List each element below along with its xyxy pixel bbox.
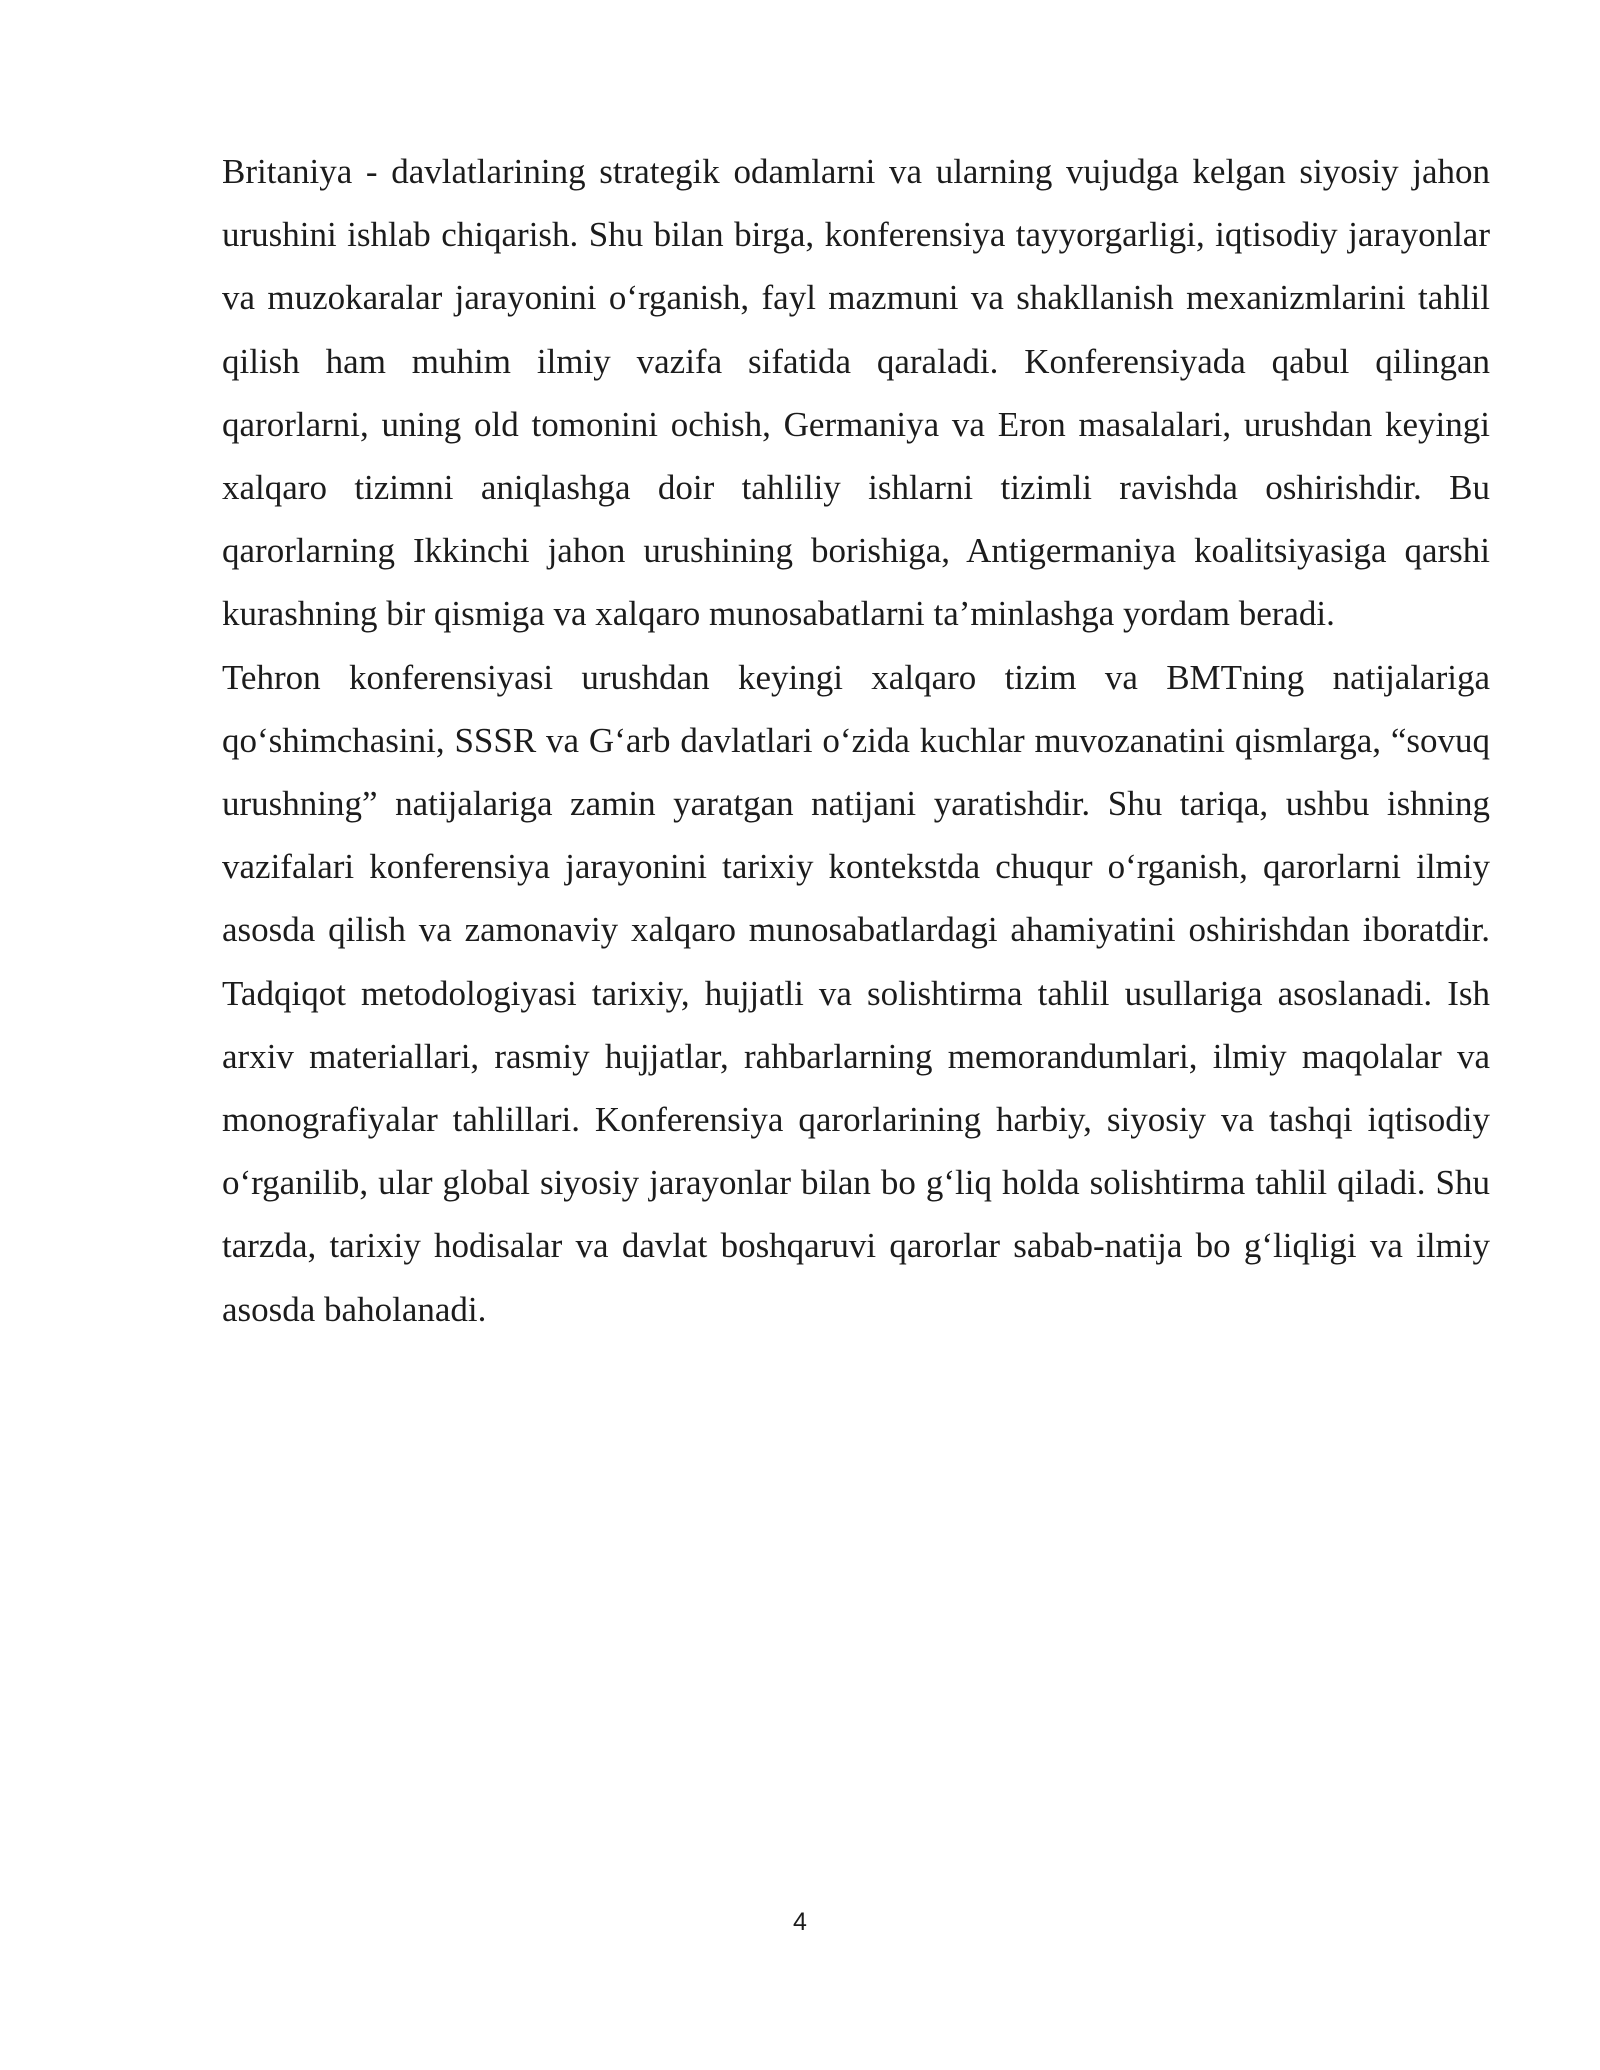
paragraph-2: Tehron konferensiyasi urushdan keyingi xalqaro tizim va BMTning natijalariga qo‘shimchasini, SSSR va G‘arb davlatlari o‘zida kuchlar muvozanatini qismlarga, “sovuq urushning” natijalariga zamin yaratgan natijani yaratishdir. Shu tariqa, ushbu ishning vazifalari konferensiya jarayonini tarixiy kontekstda chuqur o‘rganish, qarorlarni ilmiy asosda qilish va zamonaviy xalqaro munosabatlardagi ahamiyatini oshirishdan iboratdir. Tadqiqot metodologiyasi tarixiy, hujjatli va solishtirma tahlil usullariga asoslanadi. Ish arxiv materiallari, rasmiy hujjatlar, rahbarlarning memorandumlari, ilmiy maqolalar va monografiyalar tahlillari. Konferensiya qarorlarining harbiy, siyosiy va tashqi iqtisodiy o‘rganilib, ular global siyosiy jarayonlar bilan bo g‘liq holda solishtirma tahlil qiladi. Shu tarzda, tarixiy hodisalar va davlat boshqaruvi qarorlar sabab-natija bo g‘liqligi va ilmiy asosda baholanadi.	[222, 657, 1490, 1329]
paragraph-1: Britaniya - davlatlarining strategik odamlarni va ularning vujudga kelgan siyosiy jahon urushini ishlab chiqarish. Shu bilan birga, konferensiya tayyorgarligi, iqtisodiy jarayonlar va muzokaralar jarayonini o‘rganish, fayl mazmuni va shakllanish mexanizmlarini tahlil qilish ham muhim ilmiy vazifa sifatida qaraladi. Konferensiyada qabul qilingan qarorlarni, uning old tomonini ochish, Germaniya va Eron masalalari, urushdan keyingi xalqaro tizimni aniqlashga doir tahliliy ishlarni tizimli ravishda oshirishdir. Bu qarorlarning Ikkinchi jahon urushining borishiga, Antigermaniya koalitsiyasiga qarshi kurashning bir qismiga va xalqaro munosabatlarni ta’minlashga yordam beradi.	[222, 152, 1490, 634]
page-number: 4	[793, 1908, 807, 1936]
document-body	[222, 140, 1490, 1341]
